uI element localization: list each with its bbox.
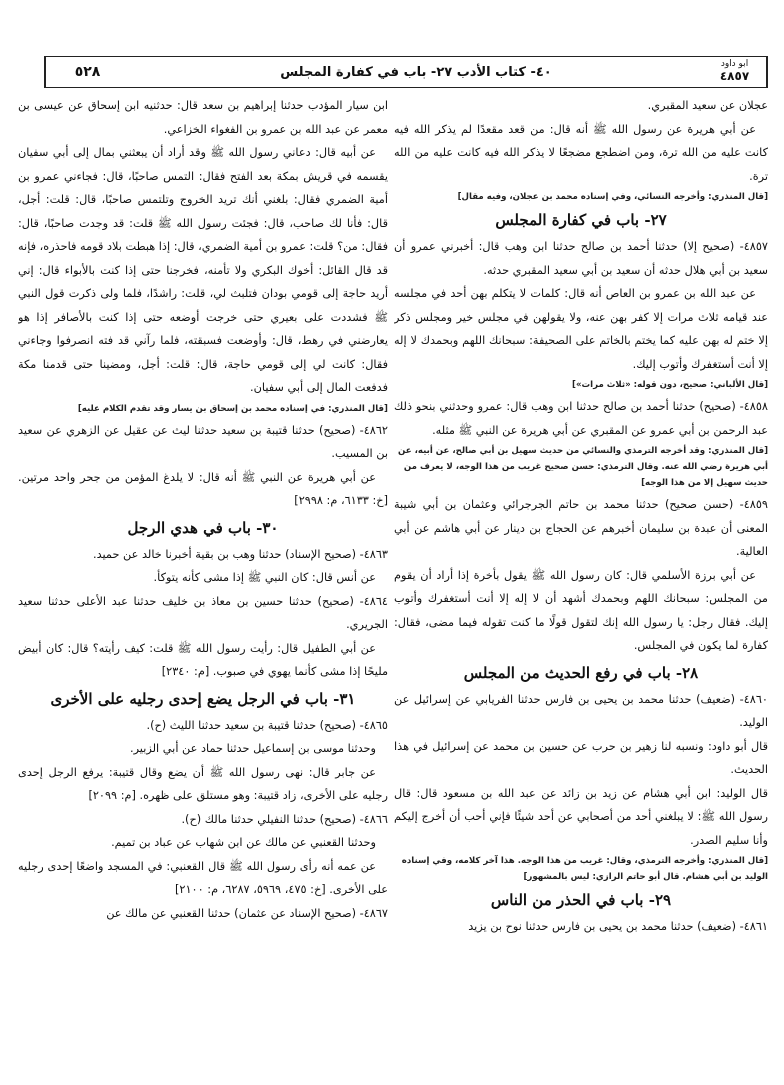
hadith-paragraph: عن جابر قال: نهى رسول الله ﷺ أن يضع وقال قتيبة: يرفع الرجل إحدى رجليه على الأخرى، زاد قتيبة: وهو مستلق على ظهره. [م: ٢٠٩٩] [18, 765, 388, 802]
hadith-paragraph: ٤٨٦٦- (صحيح) حدثنا النفيلي حدثنا مالك (ح). [181, 812, 388, 826]
footnote: [قال المنذري: وأخرجه النسائي، وفي إسناده محمد بن عجلان، وفيه مقال] [457, 192, 768, 202]
hadith-paragraph: عن أبيه قال: دعاني رسول الله ﷺ وقد أراد أن يبعثني بمال إلى أبي سفيان يقسمه في قريش بمكة بعد الفتح فقال: التمس صاحبًا، قال: فجاءني عمرو بن أمية الضمري فقال: بلغني أنك تريد الخروج وتلتمس صاحبًا، قال: قلت: أجل، قال: فأنا لك صاحب، قال: فجئت رسول الله ﷺ قلت: قد وجدت صاحبًا، قال: فقال: من؟ قلت: عمرو بن أمية الضمري، قال: إذا هبطت بلاد قومه فاحذره، فإنه قد قال القائل: أخوك البكري ولا تأمنه، فخرجنا حتى إذا كنت بالأبواء قال: إني أريد حاجة إلى قومي بودان فتلبث لي، قلت: راشدًا، فلما ولى ذكرت قول النبي ﷺ فشددت على بعيري حتى خرجت أوضعه حتى إذا كنت بالأصافر إذا هو يعارضني في رهط، قال: وأوضعت فسبقته، فلما رآني قد فته انصرفوا وجاءني فقال: كانت لي إلى قومي حاجة، قال: قلت: أجل، ومضينا حتى قدمنا مكة فدفعت المال إلى أبي سفيان. [18, 146, 388, 394]
header-hadith-range: ٤٨٥٧ [719, 69, 750, 84]
chapter-heading: ٢٩- باب في الحذر من الناس [490, 891, 672, 909]
header-title: ٤٠- كتاب الأدب ٢٧- باب في كفارة المجلس [280, 64, 552, 80]
hadith-paragraph: ٤٨٦٢- (صحيح) حدثنا قتيبة بن سعيد حدثنا ليث عن عقيل عن الزهري عن سعيد بن المسيب. [18, 423, 388, 460]
chapter-heading: ٢٧- باب في كفارة المجلس [495, 211, 667, 229]
left-column [18, 94, 388, 1071]
hadith-paragraph: ٤٨٦٣- (صحيح الإسناد) حدثنا وهب بن بقية أخبرنا خالد عن حميد. [92, 547, 388, 561]
header-book-name: ابو داود [720, 59, 749, 70]
footnote: [قال الألباني: صحيح، دون قوله: «ثلاث مرات»] [572, 380, 768, 390]
footnote: [قال المنذري: وقد أخرجه الترمذي والنسائي من حديث سهيل بن أبي صالح، عن أبيه، عن أبي هريرة رضي الله عنه. وقال الترمذي: حسن صحيح غريب من هذا الوجه، لا يعرف من حديث سهيل إلا من هذا الوجه] [398, 446, 768, 488]
hadith-paragraph: ٤٨٦١- (ضعيف) حدثنا محمد بن يحيى بن فارس حدثنا نوح بن يزيد [468, 920, 768, 933]
right-column [394, 94, 768, 1071]
hadith-paragraph: عن أبي هريرة عن رسول الله ﷺ أنه قال: من قعد مقعدًا لم يذكر الله فيه كانت عليه من الله ترة، ومن اضطجع مضجعًا لا يذكر الله فيه كانت عليه من الله ترة. [394, 122, 768, 183]
hadith-paragraph: عن عبد الله بن عمرو بن العاص أنه قال: كلمات لا يتكلم بهن أحد في مجلسه عند قيامه ثلاث مرات إلا كفر بهن عنه، ولا يقولهن في مجلس خير ومجلس ذكر إلا ختم له بهن عليه كما يختم بالخاتم على الصحيفة: سبحانك اللهم وبحمدك لا إله إلا أنت أستغفرك وأتوب إليك. [394, 287, 768, 371]
chapter-heading: ٣١- باب في الرجل يضع إحدى رجليه على الأخرى [50, 689, 356, 708]
hadith-paragraph: عن أنس قال: كان النبي ﷺ إذا مشى كأنه يتوكأ. [153, 571, 376, 584]
hadith-paragraph: ٤٨٥٧- (صحيح إلا) حدثنا أحمد بن صالح حدثنا ابن وهب قال: أخبرني عمرو أن سعيد بن أبي هلال حدثه أن سعيد بن أبي سعيد المقبري حدثه. [394, 240, 768, 277]
hadith-paragraph: وحدثنا موسى بن إسماعيل حدثنا حماد عن أبي الزبير. [129, 742, 376, 755]
hadith-paragraph: ٤٨٦٤- (صحيح) حدثنا حسين بن معاذ بن خليف حدثنا عبد الأعلى حدثنا سعيد الجريري. [18, 594, 388, 631]
page-header [44, 56, 768, 88]
chapter-heading: ٢٨- باب في رفع الحديث من المجلس [463, 663, 699, 682]
hadith-paragraph: ابن سيار المؤدب حدثنا إبراهيم بن سعد قال: حدثنيه ابن إسحاق عن عيسى بن معمر عن عبد الله بن عمرو بن الفغواء الخزاعي. [18, 99, 388, 136]
hadith-paragraph: عن أبي هريرة عن النبي ﷺ أنه قال: لا يلدغ المؤمن من جحر واحد مرتين. [خ: ٦١٣٣، م: ٢٩٩٨] [18, 470, 388, 507]
hadith-paragraph: ٤٨٥٩- (حسن صحيح) حدثنا محمد بن حاتم الجرجرائي وعثمان بن أبي شيبة المعنى أن عبدة بن سليمان أخبرهم عن الحجاج بن دينار عن أبي هاشم عن أبي العالية. [394, 498, 768, 558]
hadith-paragraph: ٤٨٦٠- (ضعيف) حدثنا محمد بن يحيى بن فارس حدثنا الفريابي عن إسرائيل عن الوليد. [394, 692, 768, 729]
hadith-paragraph: عن عمه أنه رأى رسول الله ﷺ قال القعنبي: في المسجد واضعًا إحدى رجليه على الأخرى. [خ: ٤٧٥، ٥٩٦٩، ٦٢٨٧، م: ٢١٠٠] [18, 859, 388, 896]
page-number: ٥٢٨ [45, 57, 129, 87]
hadith-paragraph: ٤٨٦٥- (صحيح) حدثنا قتيبة بن سعيد حدثنا الليث (ح). [146, 718, 388, 732]
chapter-heading: ٣٠- باب في هدي الرجل [127, 518, 279, 537]
hadith-paragraph: قال الوليد: ابن أبي هشام عن زيد بن زائد عن عبد الله بن مسعود قال: قال رسول الله ﷺ: لا يبلغني أحد من أصحابي عن أحد شيئًا فإني أحب أن أخرج إليكم وأنا سليم الصدر. [394, 786, 768, 847]
hadith-paragraph: عن أبي برزة الأسلمي قال: كان رسول الله ﷺ يقول بأخرة إذا أراد أن يقوم من المجلس: سبحانك اللهم وبحمدك أشهد أن لا إله إلا أنت أستغفرك وأتوب إليك. فقال رجل: يا رسول الله إنك لتقول قولًا ما كنت تقوله فيما مضى، فقال: كفارة لما يكون في المجلس. [394, 568, 768, 652]
hadith-paragraph: وحدثنا القعنبي عن مالك عن ابن شهاب عن عباد بن تميم. [111, 836, 376, 849]
footnote: [قال المنذري: وأخرجه الترمذي، وقال: غريب من هذا الوجه. هذا آخر كلامه، وفي إسناده الوليد بن أبي هشام. قال أبو حاتم الرازي: ليس بالمشهور] [401, 856, 768, 882]
hadith-paragraph: ٤٨٦٧- (صحيح الإسناد عن عثمان) حدثنا القعنبي عن مالك عن [106, 906, 388, 920]
hadith-paragraph: عن أبي الطفيل قال: رأيت رسول الله ﷺ قلت: كيف رأيته؟ قال: كان أبيض مليحًا إذا مشى كأنما يهوي في صبوب. [م: ٢٣٤٠] [18, 641, 388, 678]
hadith-paragraph: قال أبو داود: ونسبه لنا زهير بن حرب عن حسين بن محمد عن إسرائيل في هذا الحديث. [394, 739, 768, 776]
hadith-paragraph: عجلان عن سعيد المقبري. [647, 99, 768, 112]
header-book-info [703, 57, 767, 87]
hadith-paragraph: ٤٨٥٨- (صحيح) حدثنا أحمد بن صالح حدثنا ابن وهب قال: عمرو وحدثني بنحو ذلك عبد الرحمن بن أبي عمرو عن المقبري عن أبي هريرة عن النبي ﷺ مثله. [394, 400, 768, 437]
footnote: [قال المنذري: في إسناده محمد بن إسحاق بن يسار وقد تقدم الكلام عليه] [77, 403, 388, 414]
